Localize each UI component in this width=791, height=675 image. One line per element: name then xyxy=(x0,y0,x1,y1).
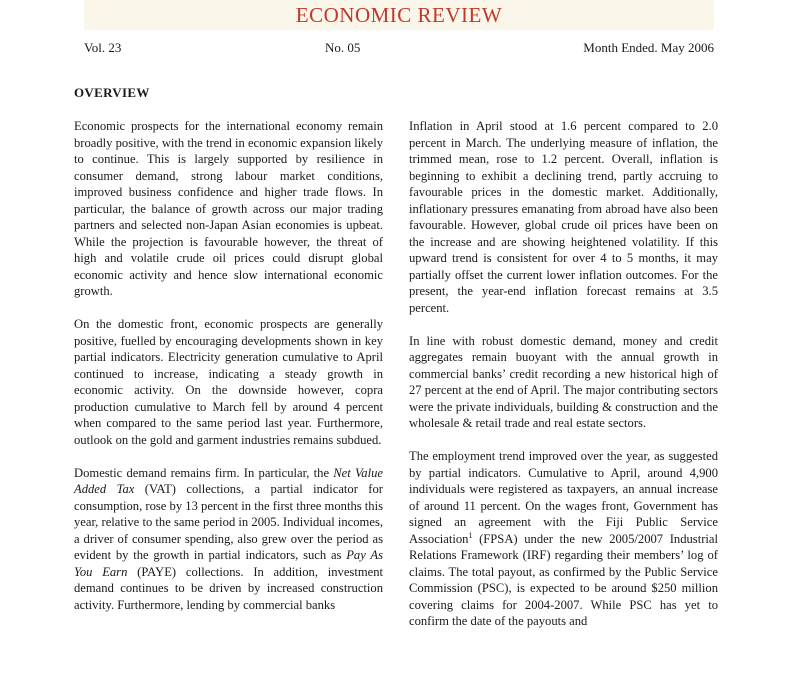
paragraph-domestic: On the domestic front, economic prospects are generally positive, fuelled by encouraging developments shown in key partial indicators. Electricity generation cumulative to April continued to increase, indicating a steady growth in economic activity. On the downside however, copra production cumulative to March fell by around 4 percent when compared to the same period last year. Furthermore, outlook on the gold and garment industries remains subdued. xyxy=(74,317,383,447)
paragraph-international: Economic prospects for the international economy remain broadly positive, with the trend in economic expansion likely to continue. This is largely supported by resilience in consumer demand, strong labour market conditions, improved business confidence and higher trade flows. In particular, the balance of growth across our major trading partners and selected non-Japan Asian economies is upbeat. While the projection is favourable however, the threat of high and volatile crude oil prices could disrupt global economic activity and hence slow international economic growth. xyxy=(74,119,383,298)
publication-title: ECONOMIC REVIEW xyxy=(295,3,503,27)
left-column xyxy=(74,118,383,630)
emphasis-vat: Net Value Added Tax xyxy=(74,465,383,496)
section-heading: OVERVIEW xyxy=(74,85,150,100)
text-run: The employment trend improved over the year, as suggested by partial indicators. Cumulative to April, around 4,900 individuals were registered as taxpayers, an annual increase of around 11 percent. On the wages front, Government has signed an agreement with the Fiji Public Service Association xyxy=(409,449,718,546)
text-run: Domestic demand remains firm. In particular, the xyxy=(74,465,334,480)
masthead-banner xyxy=(84,0,714,30)
paragraph-employment xyxy=(409,448,718,630)
paragraph-domestic-demand xyxy=(74,465,383,614)
paragraph-credit: In line with robust domestic demand, money and credit aggregates remain buoyant with the annual growth in commercial banks’ credit recording a new historical high of 27 percent at the end of April. The major contributing sectors were the private individuals, building & construction and the wholesale & retail trade and real estate sectors. xyxy=(409,333,718,430)
right-column xyxy=(409,118,718,646)
volume-number: Vol. 23 xyxy=(84,40,122,55)
emphasis-paye: Pay As You Earn xyxy=(74,548,383,579)
text-run: (FPSA) under the new 2005/2007 Industrial Relations Framework (IRF) regarding their members’ log of claims. The total payout, as confirmed by the Public Service Commission (PSC), is expected to be around $250 million covering claims for 2004-2007. While PSC has yet to confirm the date of the payouts and xyxy=(409,531,718,628)
paragraph-inflation: Inflation in April stood at 1.6 percent compared to 2.0 percent in March. The underlying measure of inflation, the trimmed mean, rose to 1.2 percent. Overall, inflation is beginning to exhibit a declining trend, partly accruing to favourable prices in the domestic market. Additionally, inflationary pressures emanating from abroad have also been favourable. However, global crude oil prices have been on the increase and are showing heightened volatility. If this upward trend is consistent for over 4 to 5 months, it may partially offset the current lower inflation outcomes. For the present, the year-end inflation forecast remains at 3.5 percent. xyxy=(409,119,718,315)
text-run: (PAYE) collections. In addition, investment demand continues to be driven by increased construction activity. Furthermore, lending by commercial banks xyxy=(74,564,383,612)
issue-period: Month Ended. May 2006 xyxy=(583,40,714,55)
footnote-marker[interactable]: 1 xyxy=(468,530,473,540)
text-run: (VAT) collections, a partial indicator for consumption, rose by 13 percent in the first three months this year, relative to the same period in 2005. Individual incomes, a driver of consumer spending, also grew over the period as evident by the growth in partial indicators, such as xyxy=(74,482,383,562)
issue-number: No. 05 xyxy=(325,40,361,55)
